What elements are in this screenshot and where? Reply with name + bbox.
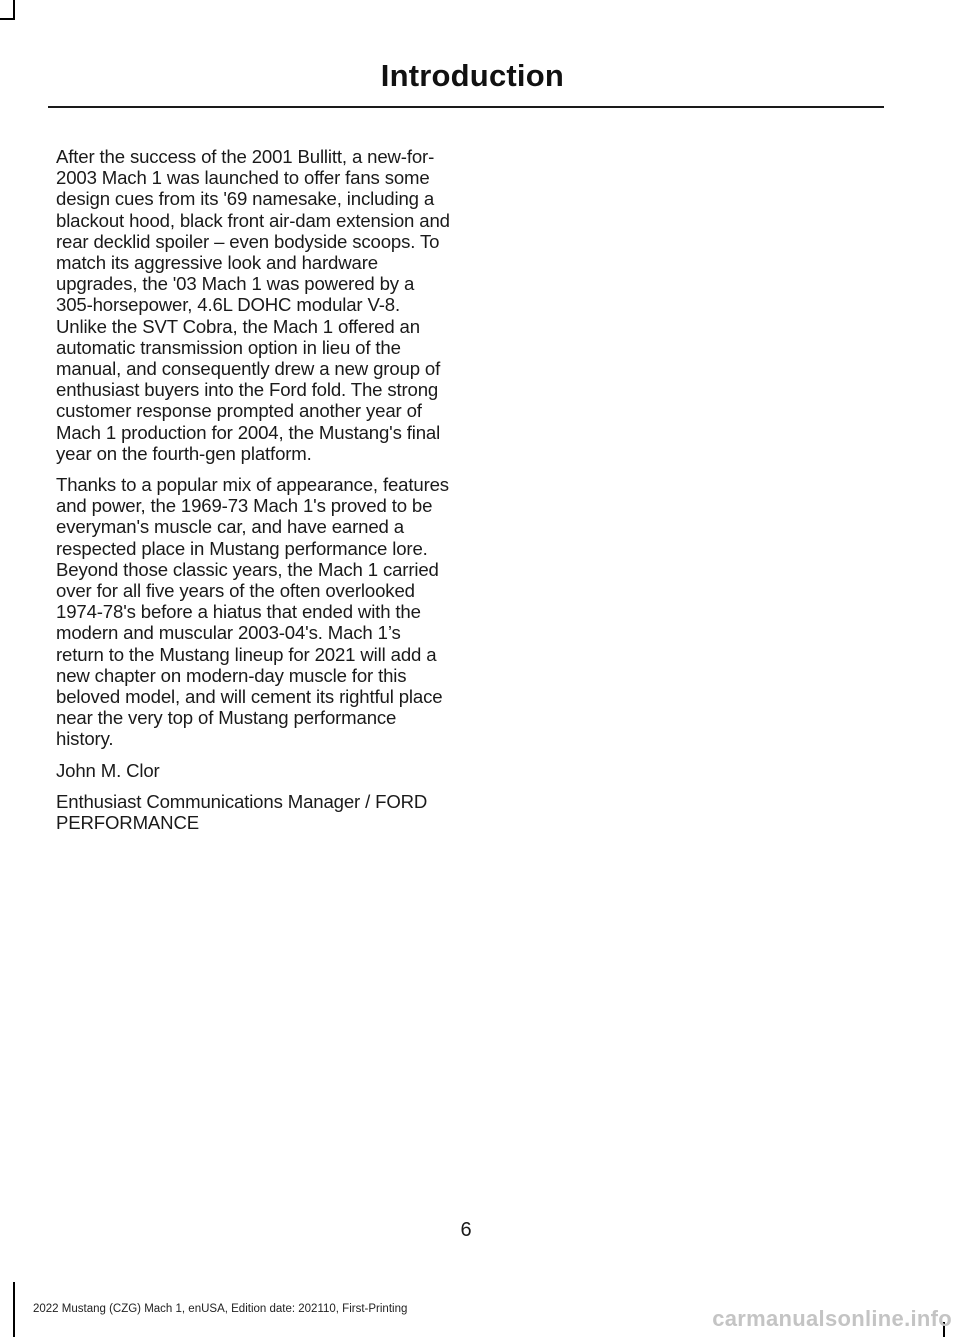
main-text	[56, 146, 450, 843]
crop-mark-bottom-left	[13, 1282, 15, 1337]
header-divider	[48, 106, 884, 108]
author-title: Enthusiast Communications Manager / FORD PERFORMANCE	[56, 790, 428, 834]
paragraph-mach1-2003: After the success of the 2001 Bullitt, a new-for-2003 Mach 1 was launched to offer fans some design cues from its '69 namesake, including a blackout hood, black front air-dam extension and rear decklid spoiler – even bodyside scoops. To match its aggressive look and hardware upgrades, the '03 Mach 1 was powered by a 305-horsepower, 4.6L DOHC modular V-8. Unlike the SVT Cobra, the Mach 1 offered an automatic transmission option in lieu of the manual, and consequently drew a new group of enthusiast buyers into the Ford fold. The strong customer response prompted another year of Mach 1 production for 2004, the Mustang's final year on the fourth-gen platform.	[56, 146, 450, 464]
watermark: carmanualsonline.info	[712, 1306, 952, 1331]
author-name: John M. Clor	[56, 759, 160, 781]
crop-mark-top-left-horizontal	[0, 18, 15, 20]
page-number: 6	[460, 1219, 472, 1241]
paragraph-mach1-history: Thanks to a popular mix of appearance, features and power, the 1969-73 Mach 1's proved to be everyman's muscle car, and have earned a respected place in Mustang performance lore. Beyond those classic years, the Mach 1 carried over for all five years of the often overlooked 1974-78's before a hiatus that ended with the modern and muscular 2003-04's. Mach 1’s return to the Mustang lineup for 2021 will add a new chapter on modern-day muscle for this beloved model, and will cement its rightful place near the very top of Mustang performance history.	[56, 474, 449, 750]
edition-footer: 2022 Mustang (CZG) Mach 1, enUSA, Edition date: 202110, First-Printing	[33, 1303, 408, 1315]
page-title: Introduction	[380, 58, 564, 93]
crop-mark-top-left-vertical	[13, 0, 15, 18]
